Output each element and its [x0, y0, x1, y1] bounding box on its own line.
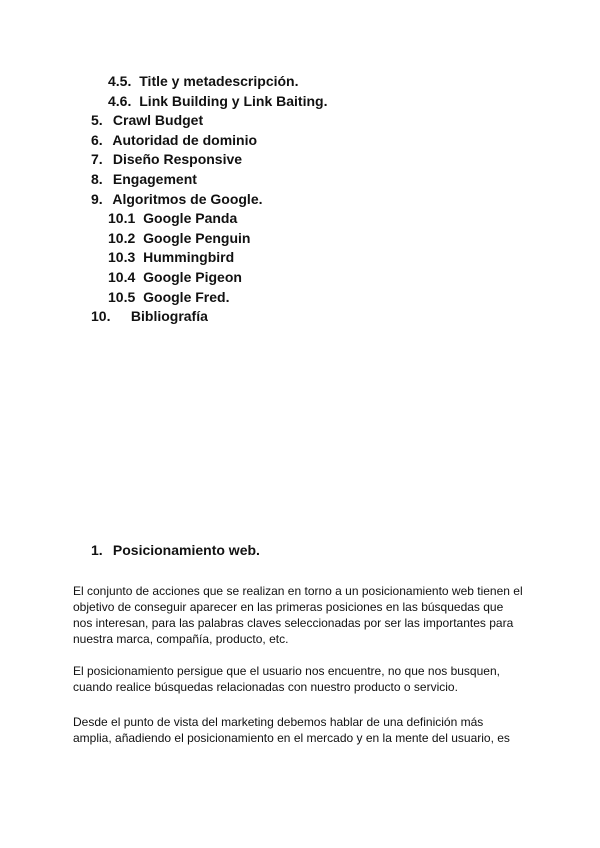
- toc-number: 10.1: [108, 210, 136, 226]
- toc-item: [91, 131, 257, 149]
- toc-text: Google Fred.: [143, 289, 230, 305]
- toc-number: 6.: [91, 132, 103, 148]
- section-heading: [91, 542, 260, 558]
- toc-number: 10.3: [108, 249, 136, 265]
- paragraph-line: objetivo de conseguir aparecer en las primeras posiciones en las búsquedas que: [73, 600, 504, 614]
- paragraph: [73, 714, 543, 746]
- toc-number: 5.: [91, 112, 103, 128]
- toc-number: 4.6.: [108, 93, 132, 109]
- toc-text: Engagement: [112, 171, 197, 187]
- toc-item: [91, 150, 242, 168]
- toc-item: [108, 288, 229, 306]
- toc-number: 9.: [91, 191, 103, 207]
- toc-text: Google Penguin: [143, 230, 251, 246]
- toc-text: Hummingbird: [143, 249, 235, 265]
- toc-text: Crawl Budget: [112, 112, 204, 128]
- toc-number: 10.5: [108, 289, 136, 305]
- toc-number: 7.: [91, 151, 103, 167]
- paragraph-line: amplia, añadiendo el posicionamiento en el mercado y en la mente del usuario, es: [73, 731, 510, 745]
- toc-item: [91, 170, 197, 188]
- paragraph-line: El conjunto de acciones que se realizan en torno a un posicionamiento web tienen el: [73, 584, 523, 598]
- section-number: 1.: [91, 542, 103, 558]
- toc-item: [91, 190, 263, 208]
- toc-text: Diseño Responsive: [112, 151, 243, 167]
- toc-text: Google Panda: [143, 210, 238, 226]
- paragraph-line: nos interesan, para las palabras claves seleccionadas por ser las importantes para: [73, 616, 514, 630]
- toc-number: 10.: [91, 308, 111, 324]
- paragraph-line: Desde el punto de vista del marketing debemos hablar de una definición más: [73, 715, 484, 729]
- toc-text: Link Building y Link Baiting.: [139, 93, 328, 109]
- toc-item: [108, 92, 327, 110]
- paragraph: [73, 583, 543, 647]
- toc-item: [108, 248, 234, 266]
- toc-item: [108, 72, 299, 90]
- toc-item: [91, 307, 208, 325]
- toc-number: 10.4: [108, 269, 136, 285]
- toc-number: 10.2: [108, 230, 136, 246]
- toc-text: Autoridad de dominio: [112, 132, 258, 148]
- toc-item: [91, 111, 203, 129]
- toc-item: [108, 209, 237, 227]
- toc-text: Google Pigeon: [143, 269, 242, 285]
- paragraph-line: cuando realice búsquedas relacionadas con nuestro producto o servicio.: [73, 680, 458, 694]
- section-title: Posicionamiento web.: [112, 542, 260, 558]
- toc-text: Algoritmos de Google.: [112, 191, 263, 207]
- toc-text: Bibliografía: [130, 308, 208, 324]
- toc-number: 8.: [91, 171, 103, 187]
- toc-item: [108, 229, 250, 247]
- toc-number: 4.5.: [108, 73, 132, 89]
- paragraph: [73, 663, 543, 695]
- paragraph-line: nuestra marca, compañía, producto, etc.: [73, 632, 289, 646]
- paragraph-line: El posicionamiento persigue que el usuario nos encuentre, no que nos busquen,: [73, 664, 500, 678]
- toc-text: Title y metadescripción.: [139, 73, 299, 89]
- toc-item: [108, 268, 242, 286]
